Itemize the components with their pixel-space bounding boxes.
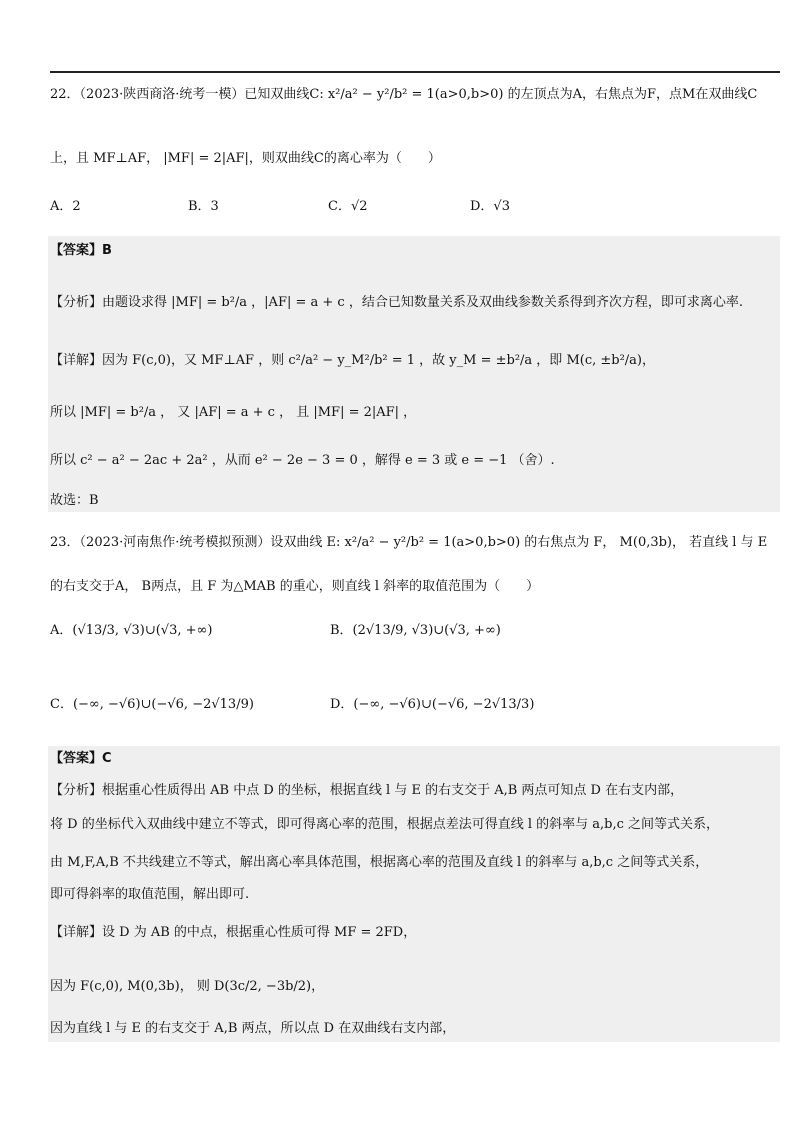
q23-stem-line1: 23．（2023·河南焦作·统考模拟预测）设双曲线 E: x²/a² − y²/b² = 1(a>0,b>0) 的右焦点为 F， M(0,3b)， 若直线 l 与 E [50, 535, 768, 550]
q23-option-b: B．(2√13/9, √3)∪(√3, +∞) [330, 623, 501, 638]
q22-detail-line2: 所以 |MF| = b²/a ， 又 |AF| = a + c ， 且 |MF| = 2|AF| ， [50, 405, 417, 420]
q22-option-a: A．2 [50, 199, 81, 214]
q23-detail-line1: 【详解】设 D 为 AB 的中点，根据重心性质可得 MF = 2FD， [50, 925, 417, 940]
top-rule [50, 71, 780, 73]
q23-analysis-line3: 由 M,F,A,B 不共线建立不等式，解出离心率具体范围，根据离心率的范围及直线 l 的斜率与 a,b,c 之间等式关系， [50, 855, 709, 870]
q22-detail-line3: 所以 c² − a² − 2ac + 2a² ，从而 e² − 2e − 3 = 0 ，解得 e = 3 或 e = −1 （舍）. [50, 453, 555, 468]
q22-stem-line2: 上，且 MF⊥AF， |MF| = 2|AF|，则双曲线C的离心率为（ ） [50, 151, 441, 166]
q22-option-c: C．√2 [328, 199, 368, 214]
q22-detail-line1: 【详解】因为 F(c,0)，又 MF⊥AF ，则 c²/a² − y_M²/b² = 1 ，故 y_M = ±b²/a ，即 M(c, ±b²/a)， [50, 353, 655, 368]
q22-choose: 故选：B [50, 493, 99, 508]
q23-analysis-line2: 将 D 的坐标代入双曲线中建立不等式，即可得离心率的范围，根据点差法可得直线 l 的斜率与 a,b,c 之间等式关系， [50, 817, 719, 832]
q23-answer: 【答案】C [50, 751, 112, 766]
q23-option-c: C．(−∞, −√6)∪(−√6, −2√13/9) [50, 697, 254, 712]
q23-analysis-line4: 即可得斜率的取值范围，解出即可. [50, 887, 250, 902]
q23-option-d: D．(−∞, −√6)∪(−√6, −2√13/3) [330, 697, 535, 712]
q22-analysis: 【分析】由题设求得 |MF| = b²/a ，|AF| = a + c ，结合已知数量关系及双曲线参数关系得到齐次方程，即可求离心率. [50, 295, 743, 310]
q23-option-a: A．(√13/3, √3)∪(√3, +∞) [50, 623, 213, 638]
q22-answer: 【答案】B [50, 243, 112, 258]
q22-option-d: D．√3 [470, 199, 510, 214]
q23-stem-line2: 的右支交于A， B两点，且 F 为△MAB 的重心，则直线 l 斜率的取值范围为（ ） [50, 579, 540, 594]
q22-option-b: B．3 [188, 199, 219, 214]
q22-stem-line1: 22．（2023·陕西商洛·统考一模）已知双曲线C: x²/a² − y²/b² = 1(a>0,b>0) 的左顶点为A，右焦点为F，点M在双曲线C [50, 87, 758, 102]
q23-analysis-line1: 【分析】根据重心性质得出 AB 中点 D 的坐标，根据直线 l 与 E 的右支交于 A,B 两点可知点 D 在右支内部， [50, 783, 684, 798]
q23-detail-line2: 因为 F(c,0), M(0,3b)， 则 D(3c/2, −3b/2)， [50, 979, 325, 994]
q23-detail-line3: 因为直线 l 与 E 的右支交于 A,B 两点，所以点 D 在双曲线右支内部， [50, 1021, 456, 1036]
